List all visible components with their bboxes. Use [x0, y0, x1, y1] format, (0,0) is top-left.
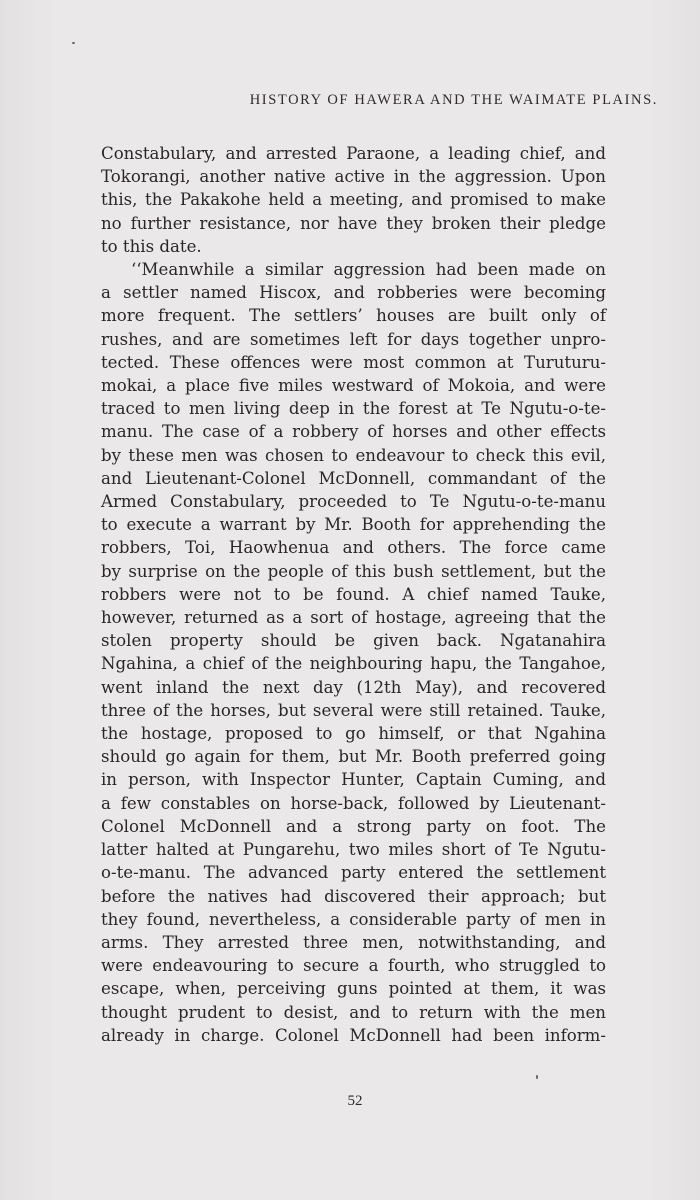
text-line: before the natives had discovered their approach; but — [101, 886, 606, 906]
text-line: Armed Constabulary, proceeded to Te Ngutu-o-te-manu — [101, 492, 606, 512]
paragraph — [101, 258, 606, 1047]
text-line: went inland the next day (12th May), and recovered — [101, 677, 606, 697]
text-line: no further resistance, nor have they broken their pledge — [101, 213, 606, 233]
page-number: 52 — [347, 1093, 363, 1109]
body-text — [101, 142, 606, 1047]
text-line: Ngahina, a chief of the neighbouring hapu, the Tangahoe, — [101, 654, 606, 674]
text-line: robbers were not to be found. A chief named Tauke, — [101, 584, 606, 604]
text-line: traced to men living deep in the forest at Te Ngutu-o-te- — [101, 399, 606, 419]
text-line: the hostage, proposed to go himself, or that Ngahina — [101, 724, 606, 744]
text-line: o-te-manu. The advanced party entered the settlement — [101, 863, 606, 883]
text-line: Tokorangi, another native active in the aggression. Upon — [101, 167, 606, 187]
text-line: mokai, a place five miles westward of Mokoia, and were — [101, 376, 606, 396]
text-line: robbers, Toi, Haowhenua and others. The force came — [101, 538, 606, 558]
text-line: this, the Pakakohe held a meeting, and promised to make — [101, 190, 606, 210]
text-line: arms. They arrested three men, notwithstanding, and — [101, 932, 606, 952]
text-line: tected. These offences were most common at Turuturu- — [101, 352, 606, 372]
text-line: to execute a warrant by Mr. Booth for apprehending the — [101, 515, 606, 535]
paragraph — [101, 142, 606, 258]
text-line: ‘‘Meanwhile a similar aggression had been made on — [131, 260, 606, 280]
text-line: were endeavouring to secure a fourth, who struggled to — [101, 956, 606, 976]
text-line: should go again for them, but Mr. Booth preferred going — [101, 747, 606, 767]
running-head: HISTORY OF HAWERA AND THE WAIMATE PLAINS. — [249, 92, 658, 108]
text-line: and Lieutenant-Colonel McDonnell, commandant of the — [101, 468, 606, 488]
text-line: to this date. — [101, 236, 202, 256]
text-line: a settler named Hiscox, and robberies were becoming — [101, 283, 606, 303]
text-line: by these men was chosen to endeavour to check this evil, — [101, 445, 606, 465]
text-line: manu. The case of a robbery of horses and other effects — [101, 422, 606, 442]
text-line: latter halted at Pungarehu, two miles short of Te Ngutu- — [101, 840, 606, 860]
text-line: they found, nevertheless, a considerable party of men in — [101, 909, 606, 929]
text-line: thought prudent to desist, and to return with the men — [101, 1002, 606, 1022]
text-line: stolen property should be given back. Ngatanahira — [101, 631, 606, 651]
text-line: Constabulary, and arrested Paraone, a leading chief, and — [101, 144, 606, 163]
text-line: escape, when, perceiving guns pointed at them, it was — [101, 979, 606, 999]
print-speck — [536, 1075, 538, 1079]
print-speck — [72, 42, 75, 44]
text-line: a few constables on horse-back, followed by Lieutenant- — [101, 793, 606, 813]
text-line: already in charge. Colonel McDonnell had been inform- — [101, 1025, 606, 1045]
text-line: in person, with Inspector Hunter, Captain Cuming, and — [101, 770, 606, 790]
text-line: three of the horses, but several were still retained. Tauke, — [101, 700, 606, 720]
text-line: rushes, and are sometimes left for days together unpro- — [101, 329, 606, 349]
text-line: however, returned as a sort of hostage, agreeing that the — [101, 608, 606, 628]
text-line: Colonel McDonnell and a strong party on foot. The — [101, 816, 606, 836]
text-line: more frequent. The settlers’ houses are built only of — [101, 306, 606, 326]
text-line: by surprise on the people of this bush settlement, but the — [101, 561, 606, 581]
